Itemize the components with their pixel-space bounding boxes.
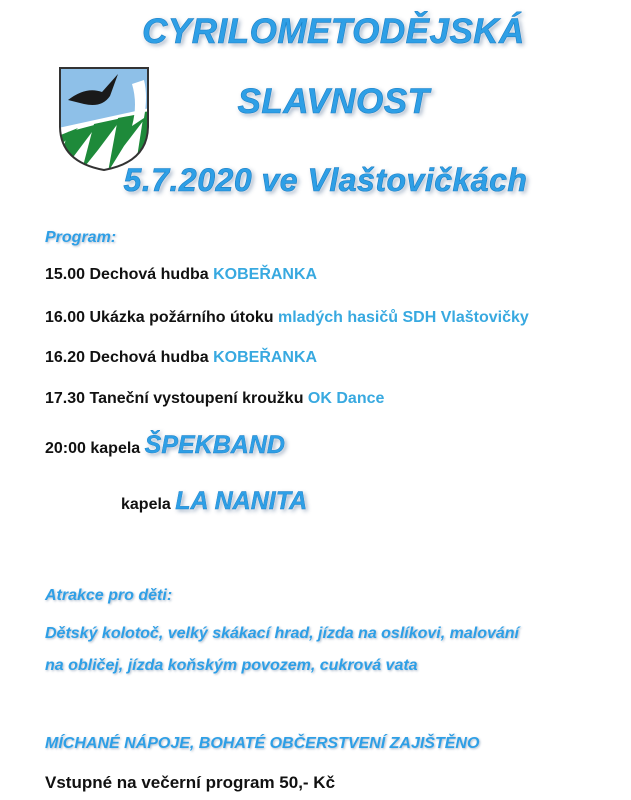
program-item-4 — [45, 390, 384, 408]
program-highlight: mladých hasičů SDH Vlaštovičky — [277, 309, 529, 326]
band-prefix: kapela — [90, 440, 141, 457]
program-item-1 — [45, 266, 317, 284]
kids-line-2: na obličej, jízda koňským povozem, cukrová vata — [45, 657, 418, 674]
title-line-2: SLAVNOST — [237, 82, 430, 121]
program-time: 17.30 — [45, 390, 86, 407]
title-line-1: CYRILOMETODĚJSKÁ — [142, 12, 525, 51]
program-text: Ukázka požárního útoku — [89, 309, 274, 326]
band-name: LA NANITA — [175, 487, 308, 515]
program-text: Dechová hudba — [89, 349, 209, 366]
program-label: Program: — [45, 229, 117, 246]
program-item-2 — [45, 309, 529, 327]
title-date: 5.7.2020 ve Vlaštovičkách — [123, 162, 528, 198]
program-highlight: OK Dance — [307, 390, 385, 407]
program-text: Dechová hudba — [89, 266, 209, 283]
evening-time: 20:00 — [45, 440, 86, 457]
program-item-3 — [45, 349, 317, 367]
evening-band-1 — [45, 431, 285, 460]
kids-label: Atrakce pro děti: — [45, 587, 173, 604]
entry-fee: Vstupné na večerní program 50,- Kč — [45, 773, 336, 792]
band-name: ŠPEKBAND — [144, 431, 285, 459]
program-time: 15.00 — [45, 266, 86, 283]
drinks-text: MÍCHANÉ NÁPOJE, BOHATÉ OBČERSTVENÍ ZAJIŠTĚNO — [45, 735, 480, 752]
evening-band-2 — [121, 487, 307, 516]
kids-line-1: Dětský kolotoč, velký skákací hrad, jízda na oslíkovi, malování — [45, 625, 519, 642]
program-time: 16.00 — [45, 309, 86, 326]
program-highlight: KOBEŘANKA — [213, 349, 318, 366]
program-text: Taneční vystoupení kroužku — [89, 390, 304, 407]
swallow-crest-icon — [58, 66, 150, 172]
program-highlight: KOBEŘANKA — [213, 266, 318, 283]
band-prefix: kapela — [121, 496, 171, 513]
program-time: 16.20 — [45, 349, 86, 366]
